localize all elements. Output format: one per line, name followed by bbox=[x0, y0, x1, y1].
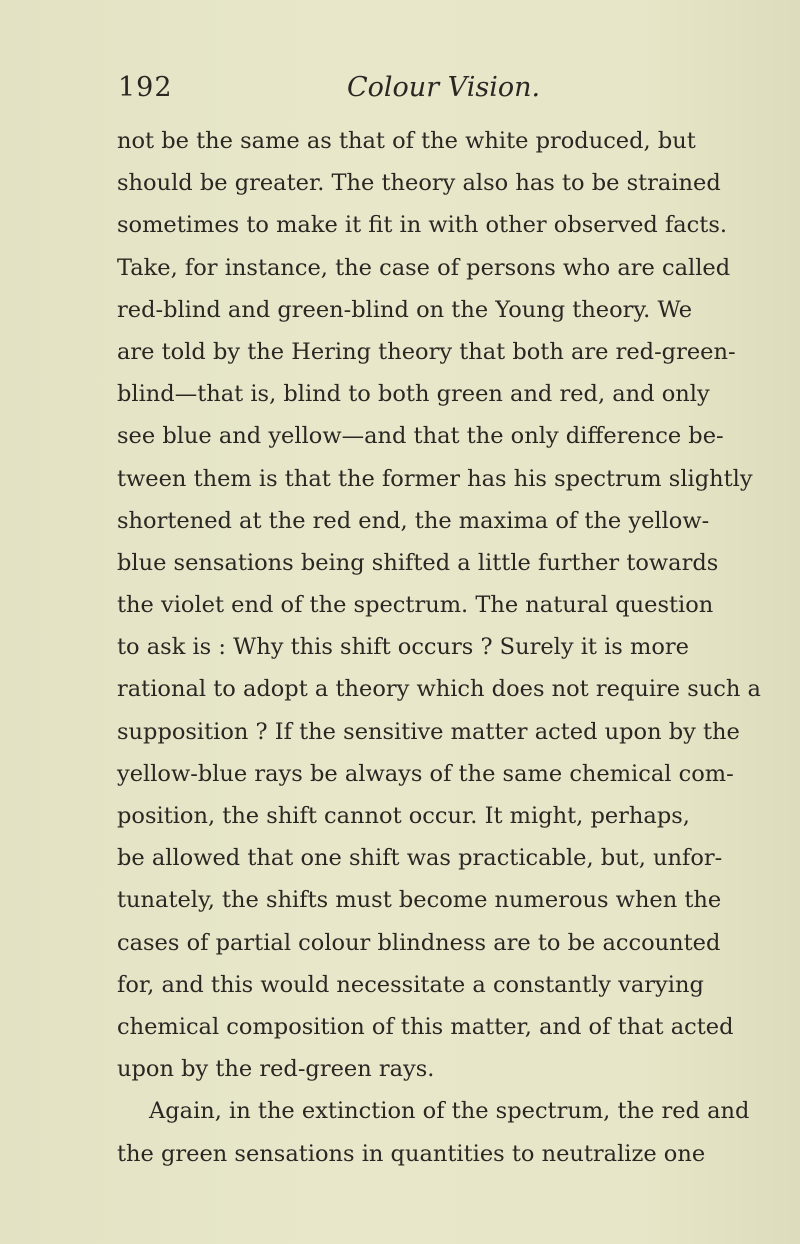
text-line: upon by the red-green rays. bbox=[117, 1056, 435, 1083]
text-line: Take, for instance, the case of persons who are called bbox=[117, 254, 731, 281]
page-number: 192 bbox=[118, 72, 173, 103]
page-header bbox=[118, 68, 678, 108]
text-line: shortened at the red end, the maxima of the yellow- bbox=[117, 507, 710, 534]
text-line: to ask is : Why this shift occurs ? Surely it is more bbox=[117, 634, 689, 661]
text-line: sometimes to make it fit in with other observed facts. bbox=[117, 212, 728, 239]
text-line: the green sensations in quantities to neutralize one bbox=[117, 1140, 706, 1167]
text-line: red-blind and green-blind on the Young theory. We bbox=[117, 296, 693, 323]
body-text bbox=[117, 120, 761, 1175]
running-title: Colour Vision. bbox=[347, 72, 541, 103]
text-line: see blue and yellow—and that the only difference be- bbox=[117, 423, 724, 450]
text-line: for, and this would necessitate a constantly varying bbox=[117, 971, 704, 998]
text-line: be allowed that one shift was practicable, but, unfor- bbox=[117, 845, 723, 872]
text-line: rational to adopt a theory which does not require such a bbox=[117, 676, 761, 703]
text-line: cases of partial colour blindness are to be accounted bbox=[117, 929, 721, 956]
text-line: are told by the Hering theory that both are red-green- bbox=[117, 338, 736, 365]
text-line: should be greater. The theory also has to be strained bbox=[117, 170, 721, 197]
text-line: position, the shift cannot occur. It might, perhaps, bbox=[117, 803, 690, 829]
text-line: supposition ? If the sensitive matter acted upon by the bbox=[117, 718, 740, 745]
text-line: the violet end of the spectrum. The natural question bbox=[117, 592, 714, 619]
text-line: tween them is that the former has his spectrum slightly bbox=[117, 465, 753, 492]
text-line: blue sensations being shifted a little further towards bbox=[117, 549, 719, 576]
text-line: Again, in the extinction of the spectrum, the red and bbox=[149, 1098, 750, 1125]
text-line: chemical composition of this matter, and of that acted bbox=[117, 1013, 734, 1040]
text-line: tunately, the shifts must become numerous when the bbox=[117, 887, 722, 914]
text-line: yellow-blue rays be always of the same chemical com- bbox=[117, 760, 734, 787]
text-line: blind—that is, blind to both green and red, and only bbox=[117, 381, 710, 408]
text-line: not be the same as that of the white produced, but bbox=[117, 128, 696, 154]
